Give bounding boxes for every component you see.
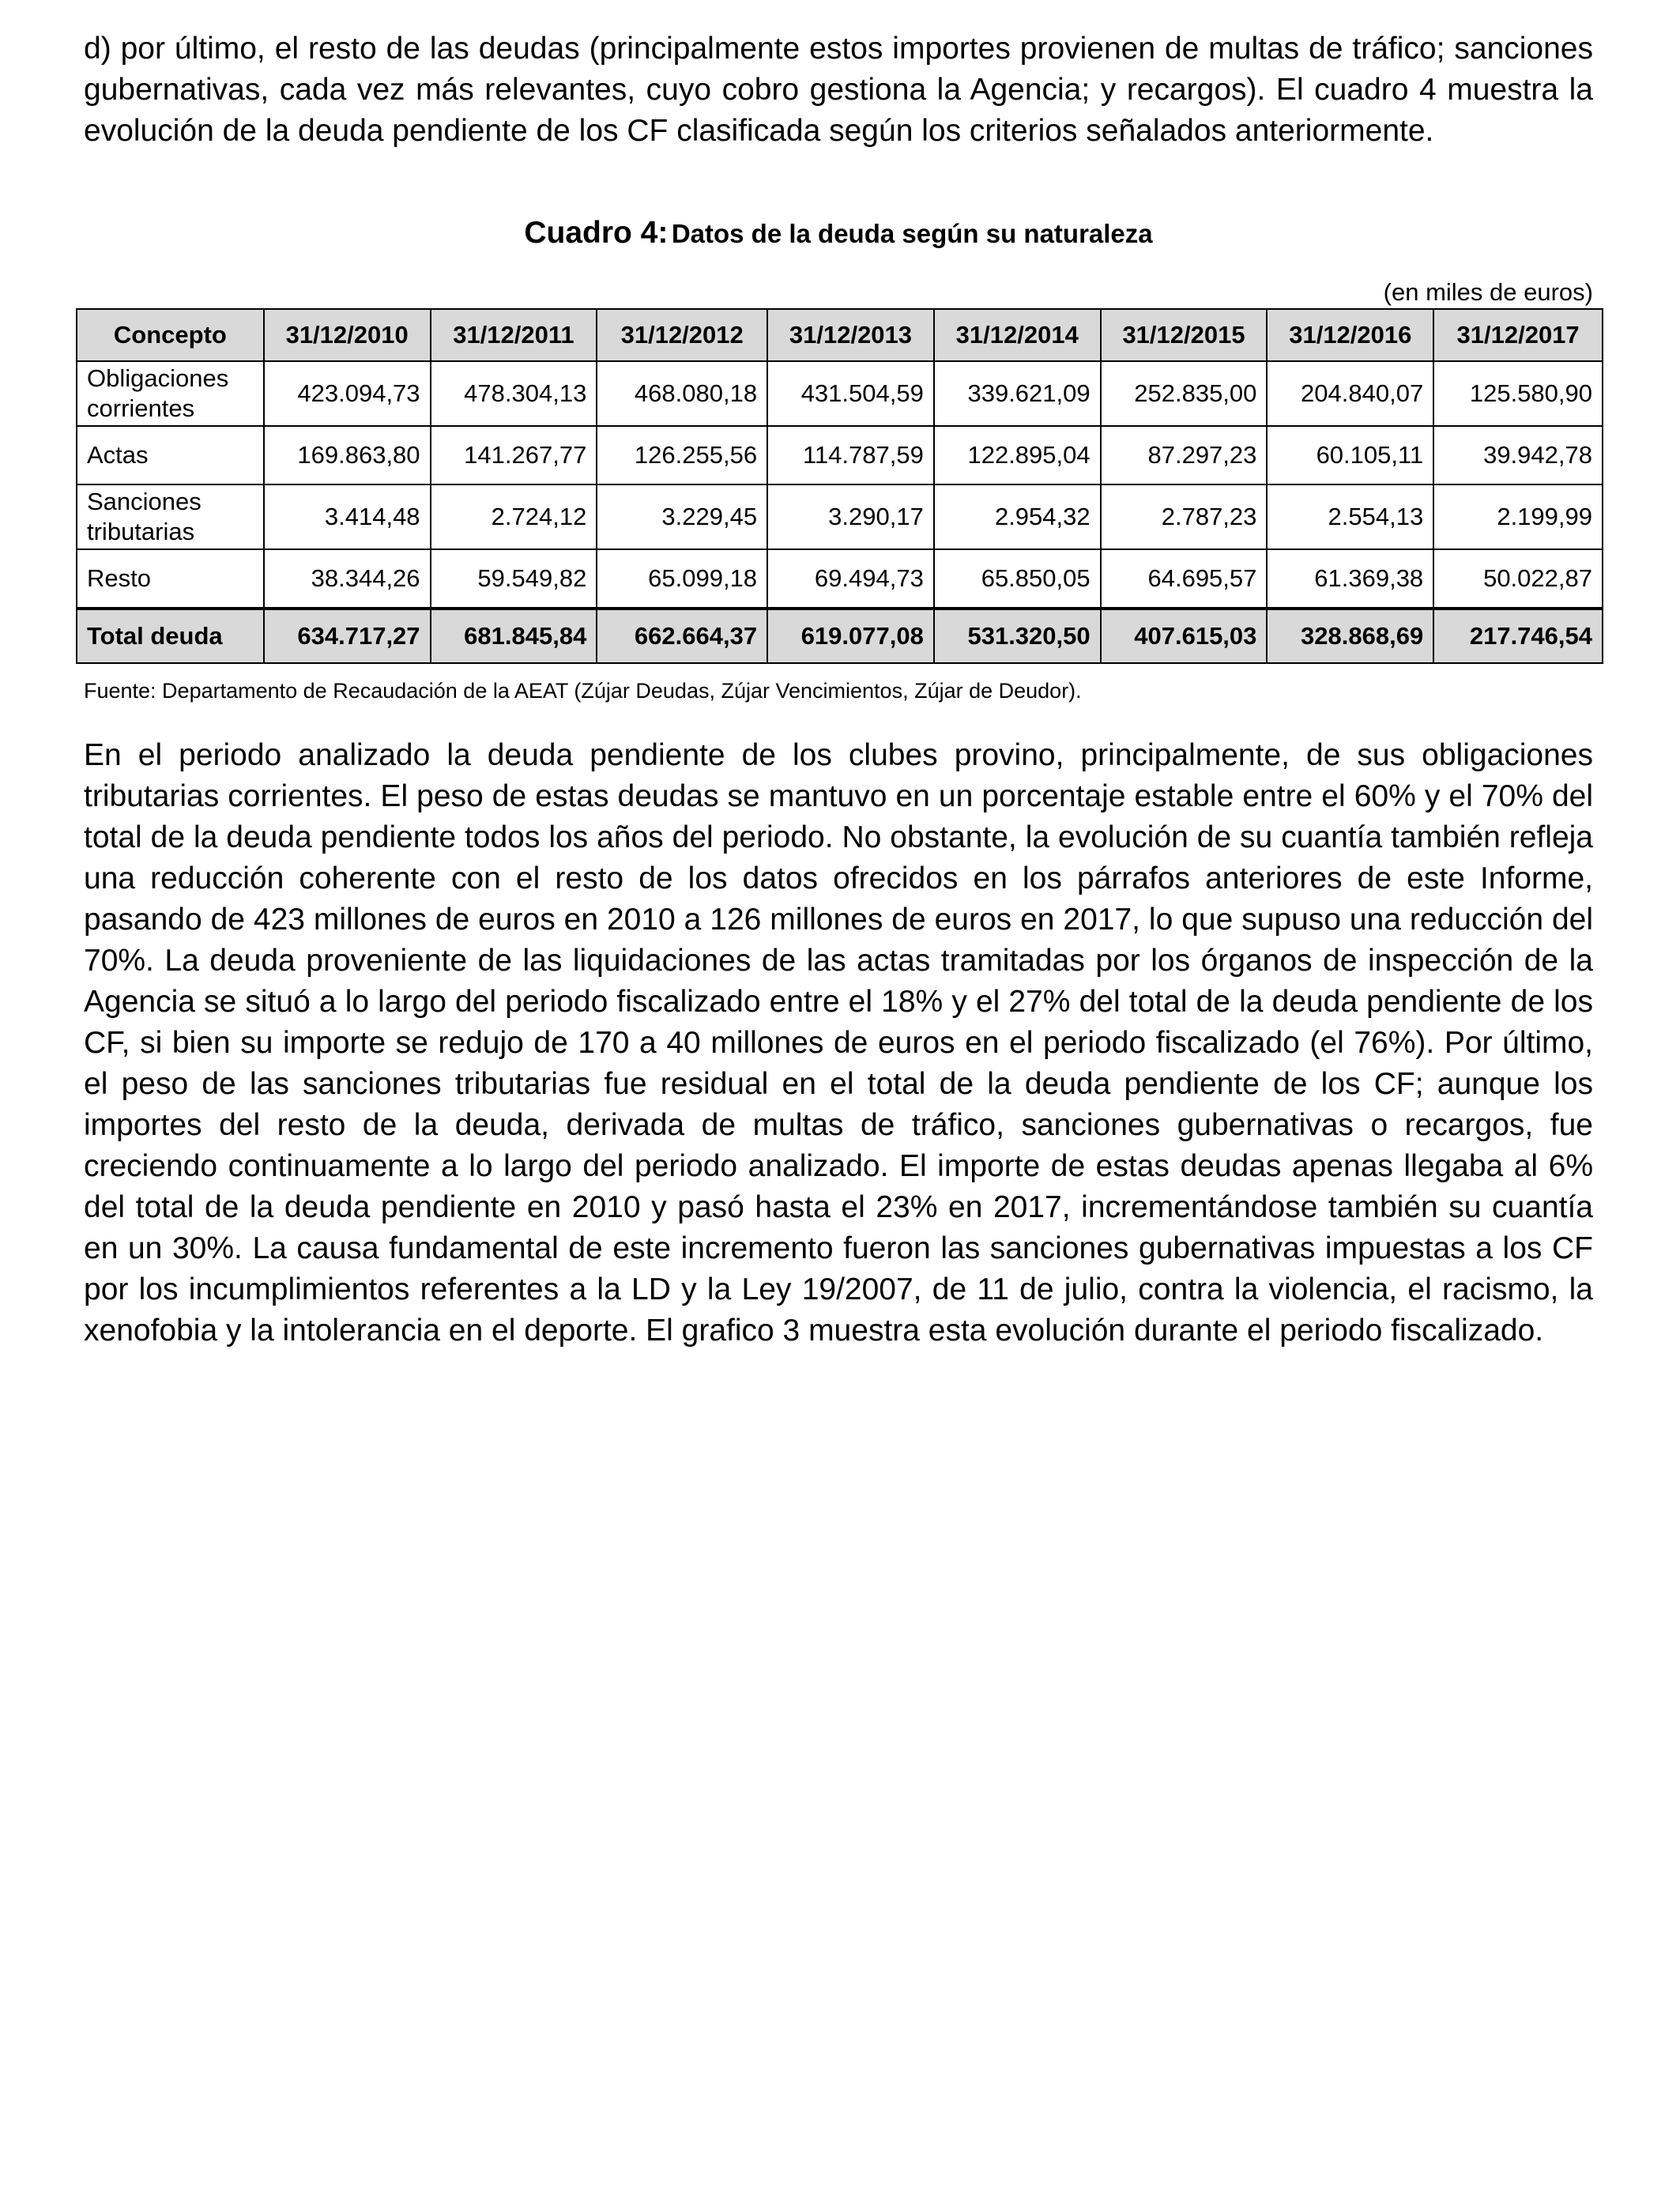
header-2013: 31/12/2013 <box>767 309 934 361</box>
header-2011: 31/12/2011 <box>431 309 597 361</box>
table-source-note: Fuente: Departamento de Recaudación de la AEAT (Zújar Deudas, Zújar Vencimientos, Zújar de Deudor). <box>84 679 1082 703</box>
total-cell: 662.664,37 <box>597 609 767 663</box>
header-2010: 31/12/2010 <box>264 309 431 361</box>
header-2016: 31/12/2016 <box>1267 309 1433 361</box>
table-cell: 126.255,56 <box>597 426 767 484</box>
table-row <box>77 426 1603 484</box>
header-2014: 31/12/2014 <box>934 309 1101 361</box>
total-cell: 681.845,84 <box>431 609 597 663</box>
row-label: Obligaciones corrientes <box>77 361 264 426</box>
table-cell: 141.267,77 <box>431 426 597 484</box>
table-cell: 2.724,12 <box>431 484 597 549</box>
table-cell: 431.504,59 <box>767 361 934 426</box>
table-row <box>77 484 1603 549</box>
header-2015: 31/12/2015 <box>1101 309 1268 361</box>
table-row <box>77 549 1603 609</box>
table-cell: 2.554,13 <box>1267 484 1433 549</box>
table-cell: 204.840,07 <box>1267 361 1433 426</box>
document-page <box>84 28 1593 1351</box>
header-2012: 31/12/2012 <box>597 309 767 361</box>
table-cell: 65.099,18 <box>597 549 767 609</box>
header-2017: 31/12/2017 <box>1433 309 1603 361</box>
total-cell: 531.320,50 <box>934 609 1101 663</box>
table-cell: 64.695,57 <box>1101 549 1268 609</box>
total-cell: 634.717,27 <box>264 609 431 663</box>
table-cell: 2.787,23 <box>1101 484 1268 549</box>
table-cell: 3.229,45 <box>597 484 767 549</box>
table-caption-title: Datos de la deuda según su naturaleza <box>671 219 1153 248</box>
row-label: Resto <box>77 549 264 609</box>
table-caption <box>84 213 1593 259</box>
table-cell: 339.621,09 <box>934 361 1101 426</box>
total-cell: 328.868,69 <box>1267 609 1433 663</box>
table-cell: 38.344,26 <box>264 549 431 609</box>
table-cell: 423.094,73 <box>264 361 431 426</box>
table-cell: 60.105,11 <box>1267 426 1433 484</box>
table-cell: 478.304,13 <box>431 361 597 426</box>
main-paragraph: En el periodo analizado la deuda pendiente de los clubes provino, principalmente, de sus obligaciones tributarias corrientes. El peso de estas deudas se mantuvo en un porcentaje estable entre el 60% y el 70% del total de la deuda pendiente todos los años del periodo. No obstante, la evolución de su cuantía también refleja una reducción coherente con el resto de los datos ofrecidos en los párrafos anteriores de este Informe, pasando de 423 millones de euros en 2010 a 126 millones de euros en 2017, lo que supuso una reducción del 70%. La deuda proveniente de las liquidaciones de las actas tramitadas por los órganos de inspección de la Agencia se situó a lo largo del periodo fiscalizado entre el 18% y el 27% del total de la deuda pendiente de los CF, si bien su importe se redujo de 170 a 40 millones de euros en el periodo fiscalizado (el 76%). Por último, el peso de las sanciones tributarias fue residual en el total de la deuda pendiente de los CF; aunque los importes del resto de la deuda, derivada de multas de tráfico, sanciones gubernativas o recargos, fue creciendo continuamente a lo largo del periodo analizado. El importe de estas deudas apenas llegaba al 6% del total de la deuda pendiente en 2010 y pasó hasta el 23% en 2017, incrementándose también su cuantía en un 30%. La causa fundamental de este incremento fueron las sanciones gubernativas impuestas a los CF por los incumplimientos referentes a la LD y la Ley 19/2007, de 11 de julio, contra la violencia, el racismo, la xenofobia y la intolerancia en el deporte. El grafico 3 muestra esta evolución durante el periodo fiscalizado. <box>84 738 1593 1348</box>
row-label: Actas <box>77 426 264 484</box>
header-concepto: Concepto <box>77 309 264 361</box>
table-cell: 252.835,00 <box>1101 361 1268 426</box>
total-cell: 407.615,03 <box>1101 609 1268 663</box>
table-cell: 39.942,78 <box>1433 426 1603 484</box>
table-cell: 122.895,04 <box>934 426 1101 484</box>
table-cell: 3.290,17 <box>767 484 934 549</box>
table-cell: 2.199,99 <box>1433 484 1603 549</box>
table-unit-note: (en miles de euros) <box>1383 278 1593 306</box>
table-cell: 114.787,59 <box>767 426 934 484</box>
debt-table <box>76 308 1603 664</box>
table-cell: 69.494,73 <box>767 549 934 609</box>
table-cell: 125.580,90 <box>1433 361 1603 426</box>
table-cell: 87.297,23 <box>1101 426 1268 484</box>
intro-paragraph: d) por último, el resto de las deudas (principalmente estos importes provienen de multas de tráfico; sanciones gubernativas, cada vez más relevantes, cuyo cobro gestiona la Agencia; y recargos). El cuadro 4 muestra la evolución de la deuda pendiente de los CF clasificada según los criterios señalados anteriormente. <box>84 32 1593 148</box>
table-cell: 61.369,38 <box>1267 549 1433 609</box>
total-cell: 619.077,08 <box>767 609 934 663</box>
table-total-row <box>77 609 1603 663</box>
table-cell: 2.954,32 <box>934 484 1101 549</box>
total-cell: 217.746,54 <box>1433 609 1603 663</box>
table-cell: 169.863,80 <box>264 426 431 484</box>
table-cell: 468.080,18 <box>597 361 767 426</box>
total-label: Total deuda <box>77 609 264 663</box>
row-label: Sanciones tributarias <box>77 484 264 549</box>
table-cell: 50.022,87 <box>1433 549 1603 609</box>
table-cell: 59.549,82 <box>431 549 597 609</box>
table-cell: 65.850,05 <box>934 549 1101 609</box>
table-caption-number: Cuadro 4: <box>524 216 669 250</box>
table-row <box>77 361 1603 426</box>
table-cell: 3.414,48 <box>264 484 431 549</box>
table-header-row <box>77 309 1603 361</box>
